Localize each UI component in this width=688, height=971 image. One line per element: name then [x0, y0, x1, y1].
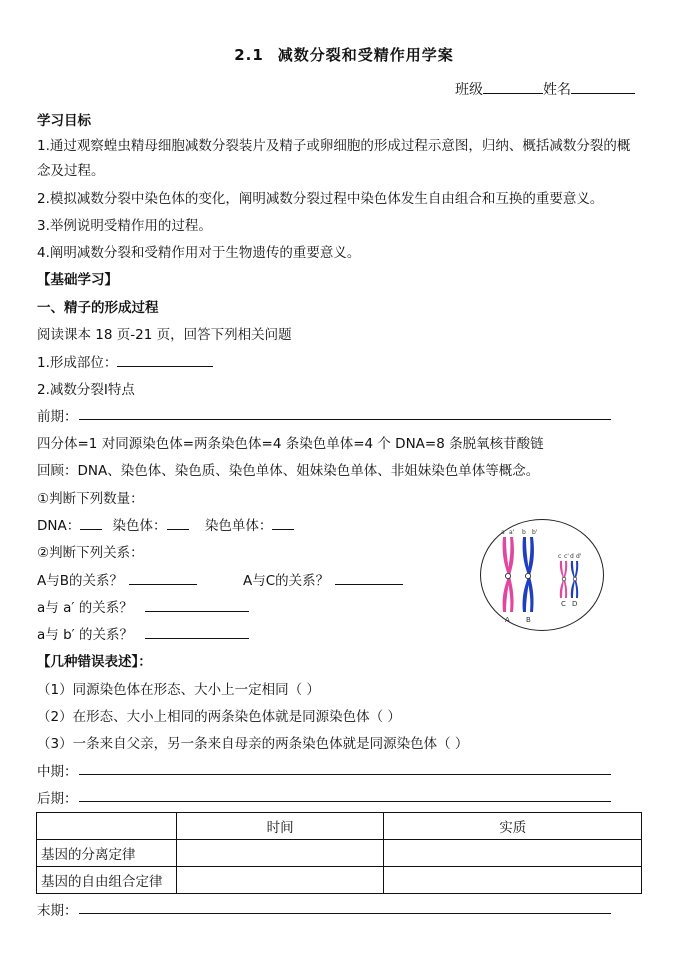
prophase-label: 前期： — [37, 409, 78, 425]
errors-heading: 【几种错误表述】： — [37, 654, 152, 670]
relation-ab-label: A与B的关系？ — [37, 573, 123, 589]
question-location-label: 1.形成部位： — [37, 355, 118, 371]
label-d-prime: d' — [576, 553, 582, 560]
section1-heading: 一、精子的形成过程 — [37, 300, 159, 316]
question-location — [37, 351, 213, 371]
table-cell: 基因的分离定律 — [37, 840, 177, 867]
class-blank[interactable] — [483, 79, 543, 94]
page-title — [0, 44, 688, 65]
table-header-time: 时间 — [176, 813, 384, 840]
class-name-line — [455, 79, 635, 99]
name-label: 姓名 — [543, 82, 571, 98]
chromosome-blank[interactable] — [167, 515, 189, 530]
chromosome-C — [560, 561, 567, 598]
prophase-blank[interactable] — [79, 419, 611, 420]
chromosome-diagram — [481, 520, 603, 630]
label-D: D — [572, 600, 578, 608]
judge-count-heading: ①判断下列数量： — [37, 491, 144, 507]
relation-ab-blank[interactable] — [129, 570, 197, 585]
goal-item: 1.通过观察蝗虫精母细胞减数分裂装片及精子或卵细胞的形成过程示意图，归纳、概括减数分裂的概 — [37, 138, 631, 154]
label-B: B — [526, 616, 531, 624]
dna-label: DNA： — [37, 518, 81, 534]
table-header-essence: 实质 — [384, 813, 642, 840]
title-text: 减数分裂和受精作用学案 — [277, 46, 454, 64]
goal-item: 2.模拟减数分裂中染色体的变化，阐明减数分裂过程中染色体发生自由组合和互换的重要意义。 — [37, 191, 604, 207]
table-cell: 基因的自由组合定律 — [37, 867, 177, 894]
read-instruction: 阅读课本 18 页-21 页，回答下列相关问题 — [37, 327, 292, 343]
metaphase-blank[interactable] — [79, 774, 611, 775]
review-text: 回顾：DNA、染色体、染色质、染色单体、姐妹染色单体、非姐妹染色单体等概念。 — [37, 463, 540, 479]
chromosome-B — [523, 537, 534, 612]
label-a: a — [501, 529, 505, 536]
relation-ab — [37, 569, 197, 589]
relation-ac — [243, 569, 403, 589]
location-blank[interactable] — [117, 352, 213, 367]
count-row — [37, 514, 294, 534]
error-item: （2）在形态、大小上相同的两条染色体就是同源染色体（ ） — [37, 709, 401, 725]
dna-blank[interactable] — [80, 515, 102, 530]
tetrad-definition: 四分体=1 对同源染色体=两条染色体=4 条染色单体=4 个 DNA=8 条脱氧核苷酸链 — [37, 436, 544, 452]
label-c-prime: c' — [564, 553, 569, 560]
name-blank[interactable] — [571, 79, 635, 94]
metaphase-label: 中期： — [37, 764, 78, 780]
relation-abp-label: a与 b′ 的关系？ — [37, 627, 133, 643]
meiosis-1-heading: 2.减数分裂Ⅰ特点 — [37, 382, 135, 398]
chromosome-A — [503, 537, 514, 612]
table-cell-input[interactable] — [176, 840, 384, 867]
relation-aap — [37, 596, 249, 616]
label-b: b — [522, 529, 526, 536]
basic-heading: 【基础学习】 — [37, 272, 118, 288]
relation-ac-label: A与C的关系？ — [243, 573, 330, 589]
error-item: （3）一条来自父亲，另一条来自母亲的两条染色体就是同源染色体（ ） — [37, 736, 469, 752]
table-header-row — [37, 813, 642, 840]
table-cell-input[interactable] — [176, 867, 384, 894]
anaphase-label: 后期： — [37, 791, 78, 807]
table-cell-input[interactable] — [384, 840, 642, 867]
label-c: c — [558, 553, 562, 560]
label-b-prime: b' — [532, 529, 538, 536]
telophase-blank[interactable] — [79, 913, 611, 914]
table-header-cell — [37, 813, 177, 840]
law-table — [36, 812, 642, 894]
chromatid-label: 染色单体： — [204, 518, 273, 534]
relation-aap-blank[interactable] — [145, 597, 249, 612]
anaphase-blank[interactable] — [79, 801, 611, 802]
telophase-label: 末期： — [37, 903, 78, 919]
label-a-prime: a' — [509, 529, 515, 536]
relation-ac-blank[interactable] — [335, 570, 403, 585]
table-cell-input[interactable] — [384, 867, 642, 894]
relation-aap-label: a与 a′ 的关系？ — [37, 600, 133, 616]
relation-abp-blank[interactable] — [145, 624, 249, 639]
label-A: A — [505, 616, 510, 624]
title-number: 2.1 — [234, 46, 264, 64]
chromosome-D — [571, 561, 578, 598]
relation-abp — [37, 623, 249, 643]
chromatid-blank[interactable] — [272, 515, 294, 530]
label-C: C — [561, 600, 566, 608]
class-label: 班级 — [455, 82, 483, 98]
chromosome-label: 染色体： — [112, 518, 167, 534]
table-row — [37, 840, 642, 867]
goal-item: 4.阐明减数分裂和受精作用对于生物遗传的重要意义。 — [37, 245, 361, 261]
judge-relation-heading: ②判断下列关系： — [37, 545, 144, 561]
goal-item: 念及过程。 — [37, 163, 105, 179]
goal-item: 3.举例说明受精作用的过程。 — [37, 218, 212, 234]
chromosome-figure — [480, 519, 604, 631]
error-item: （1）同源染色体在形态、大小上一定相同（ ） — [37, 682, 320, 698]
label-d: d — [570, 553, 574, 560]
table-row — [37, 867, 642, 894]
goals-heading: 学习目标 — [37, 113, 91, 129]
